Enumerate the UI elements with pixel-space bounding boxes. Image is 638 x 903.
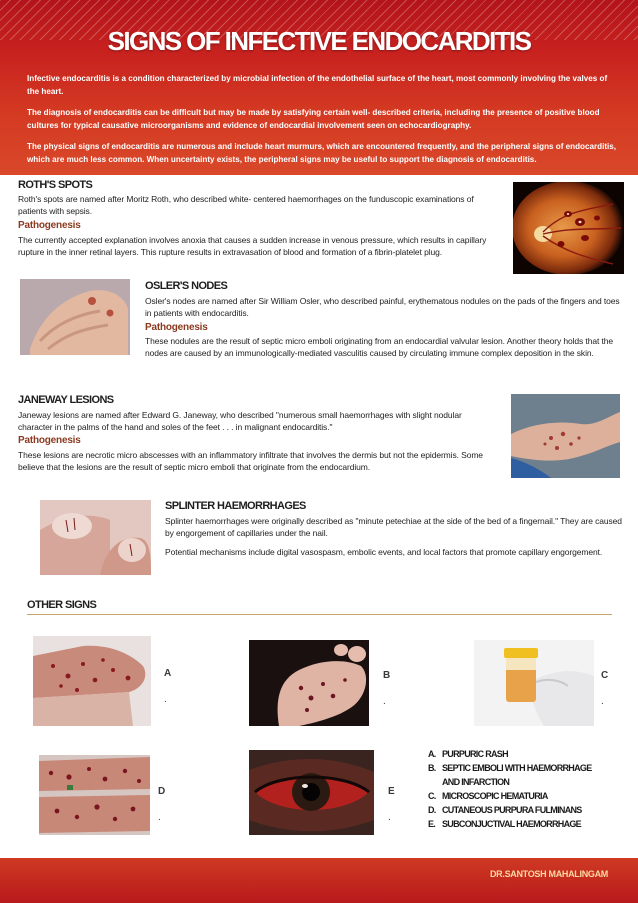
splinter-haemorrhages-title: SPLINTER HAEMORRHAGES: [165, 500, 306, 512]
osler-pathogenesis-text: These nodules are the result of septic micro emboli originating from an endocardial valvular lesion. Another theory holds that the nodes are caused by an immunologically-mediated vasculitis caused by circulating immune complex deposition in the skin.: [145, 336, 613, 359]
legend-item: [428, 790, 592, 804]
janeway-pathogenesis-text: These lesions are necrotic micro abscesses with an inflammatory infiltrate that involves the dermis but not the epidermis. Some believe that the lesions are the result of septic micro emboli that originate from the endocardium.: [18, 450, 483, 473]
splinter-haemorrhages-description: Splinter haemorrhages were originally described as "minute petechiae at the side of the bed of a fingernail." They are caused by engorgement of capillaries under the nail.: [165, 516, 622, 539]
subconjunctival-haemorrhage-eye-image: [249, 750, 374, 835]
janeway-lesions-title: JANEWAY LESIONS: [18, 394, 114, 406]
footer-banner: [0, 858, 638, 903]
other-sign-dot-a: .: [164, 694, 167, 705]
other-sign-label-d: D: [158, 786, 166, 797]
roth-spots-fundus-image: [513, 182, 624, 274]
osler-nodes-description: Osler's nodes are named after Sir William Osler, who described painful, erythematous nodules on the pads of the fingers and toes in patients with endocarditis.: [145, 296, 620, 319]
other-sign-label-e: E: [388, 786, 395, 797]
splinter-haemorrhage-nail-image: [40, 500, 151, 575]
roth-pathogenesis-text: The currently accepted explanation involves anoxia that causes a sudden increase in venous pressure, which results in capillary rupture in the inner retinal layers. This rupture results in extravasation of blood and formation of a fibrin-platelet plug.: [18, 235, 487, 258]
roth-pathogenesis-label: Pathogenesis: [18, 220, 81, 231]
other-sign-label-b: B: [383, 670, 391, 681]
other-signs-title: OTHER SIGNS: [27, 599, 97, 611]
legend-item: [428, 818, 592, 832]
purpura-fulminans-legs-image: [39, 755, 150, 835]
legend-key: [428, 776, 442, 790]
janeway-lesions-palm-image: [511, 394, 620, 478]
author-name: DR.SANTOSH MAHALINGAM: [489, 869, 608, 879]
legend-text: PURPURIC RASH: [442, 749, 508, 759]
intro-paragraph-1: Infective endocarditis is a condition characterized by microbial infection of the endothelial surface of the heart, most commonly involving the valves of the heart.: [27, 74, 608, 96]
legend-item: [428, 804, 592, 818]
legend-key: C.: [428, 790, 436, 801]
other-signs-divider: [27, 614, 612, 615]
page-title: SIGNS OF INFECTIVE ENDOCARDITIS: [107, 26, 531, 56]
other-sign-dot-d: .: [158, 812, 161, 823]
intro-paragraph-3: The physical signs of endocarditis are numerous and include heart murmurs, which are encountered frequently, and the peripheral signs of endocarditis, which are much less common. When uncertainty exists, the peripheral signs may be useful to support the diagnosis of endocarditis.: [27, 142, 617, 164]
legend-item: [428, 776, 592, 790]
osler-pathogenesis-label: Pathogenesis: [145, 322, 208, 333]
legend-text: SUBCONJUCTIVAL HAEMORRHAGE: [442, 818, 581, 829]
janeway-pathogenesis-label: Pathogenesis: [18, 435, 81, 446]
legend-key: E.: [428, 818, 436, 829]
legend-key: D.: [428, 804, 436, 815]
legend-text: CUTANEOUS PURPURA FULMINANS: [442, 804, 582, 815]
legend-item: [428, 762, 592, 776]
legend-item: [428, 748, 592, 762]
osler-nodes-title: OSLER'S NODES: [145, 280, 228, 292]
legend-text: MICROSCOPIC HEMATURIA: [442, 790, 548, 801]
other-sign-dot-e: .: [388, 812, 391, 823]
osler-nodes-hand-image: [20, 279, 130, 355]
roth-spots-title: ROTH'S SPOTS: [18, 179, 93, 191]
roth-spots-description: Roth's spots are named after Moritz Roth, who described white- centered haemorrhages on the funduscopic examinations of patients with sepsis.: [18, 194, 474, 217]
legend-text: SEPTIC EMBOLI WITH HAEMORRHAGE: [442, 762, 592, 773]
other-sign-dot-c: .: [601, 696, 604, 707]
other-sign-label-a: A: [164, 668, 172, 679]
purpuric-rash-foot-image: [33, 636, 151, 726]
legend-text: AND INFARCTION: [442, 776, 510, 787]
other-sign-dot-b: .: [383, 696, 386, 707]
microscopic-hematuria-sample-image: [474, 640, 594, 726]
legend-key: A.: [428, 749, 436, 759]
other-signs-legend: [428, 748, 592, 832]
septic-emboli-sole-image: [249, 640, 369, 726]
splinter-mechanisms-text: Potential mechanisms include digital vasospasm, embolic events, and local factors that promote capillary engorgement.: [165, 547, 603, 557]
legend-key: B.: [428, 762, 436, 773]
janeway-lesions-description: Janeway lesions are named after Edward G. Janeway, who described "numerous small haemorrhages with slight nodular character in the palms of the hand and soles of the feet . . . in malignant endocarditis.": [18, 410, 462, 433]
other-sign-label-c: C: [601, 670, 609, 681]
intro-paragraph-2: The diagnosis of endocarditis can be difficult but may be made by satisfying certain well- described criteria, including the presence of positive blood cultures for typical causative microorganisms and evidence of endocardial involvement seen on echocardiography.: [27, 108, 600, 130]
